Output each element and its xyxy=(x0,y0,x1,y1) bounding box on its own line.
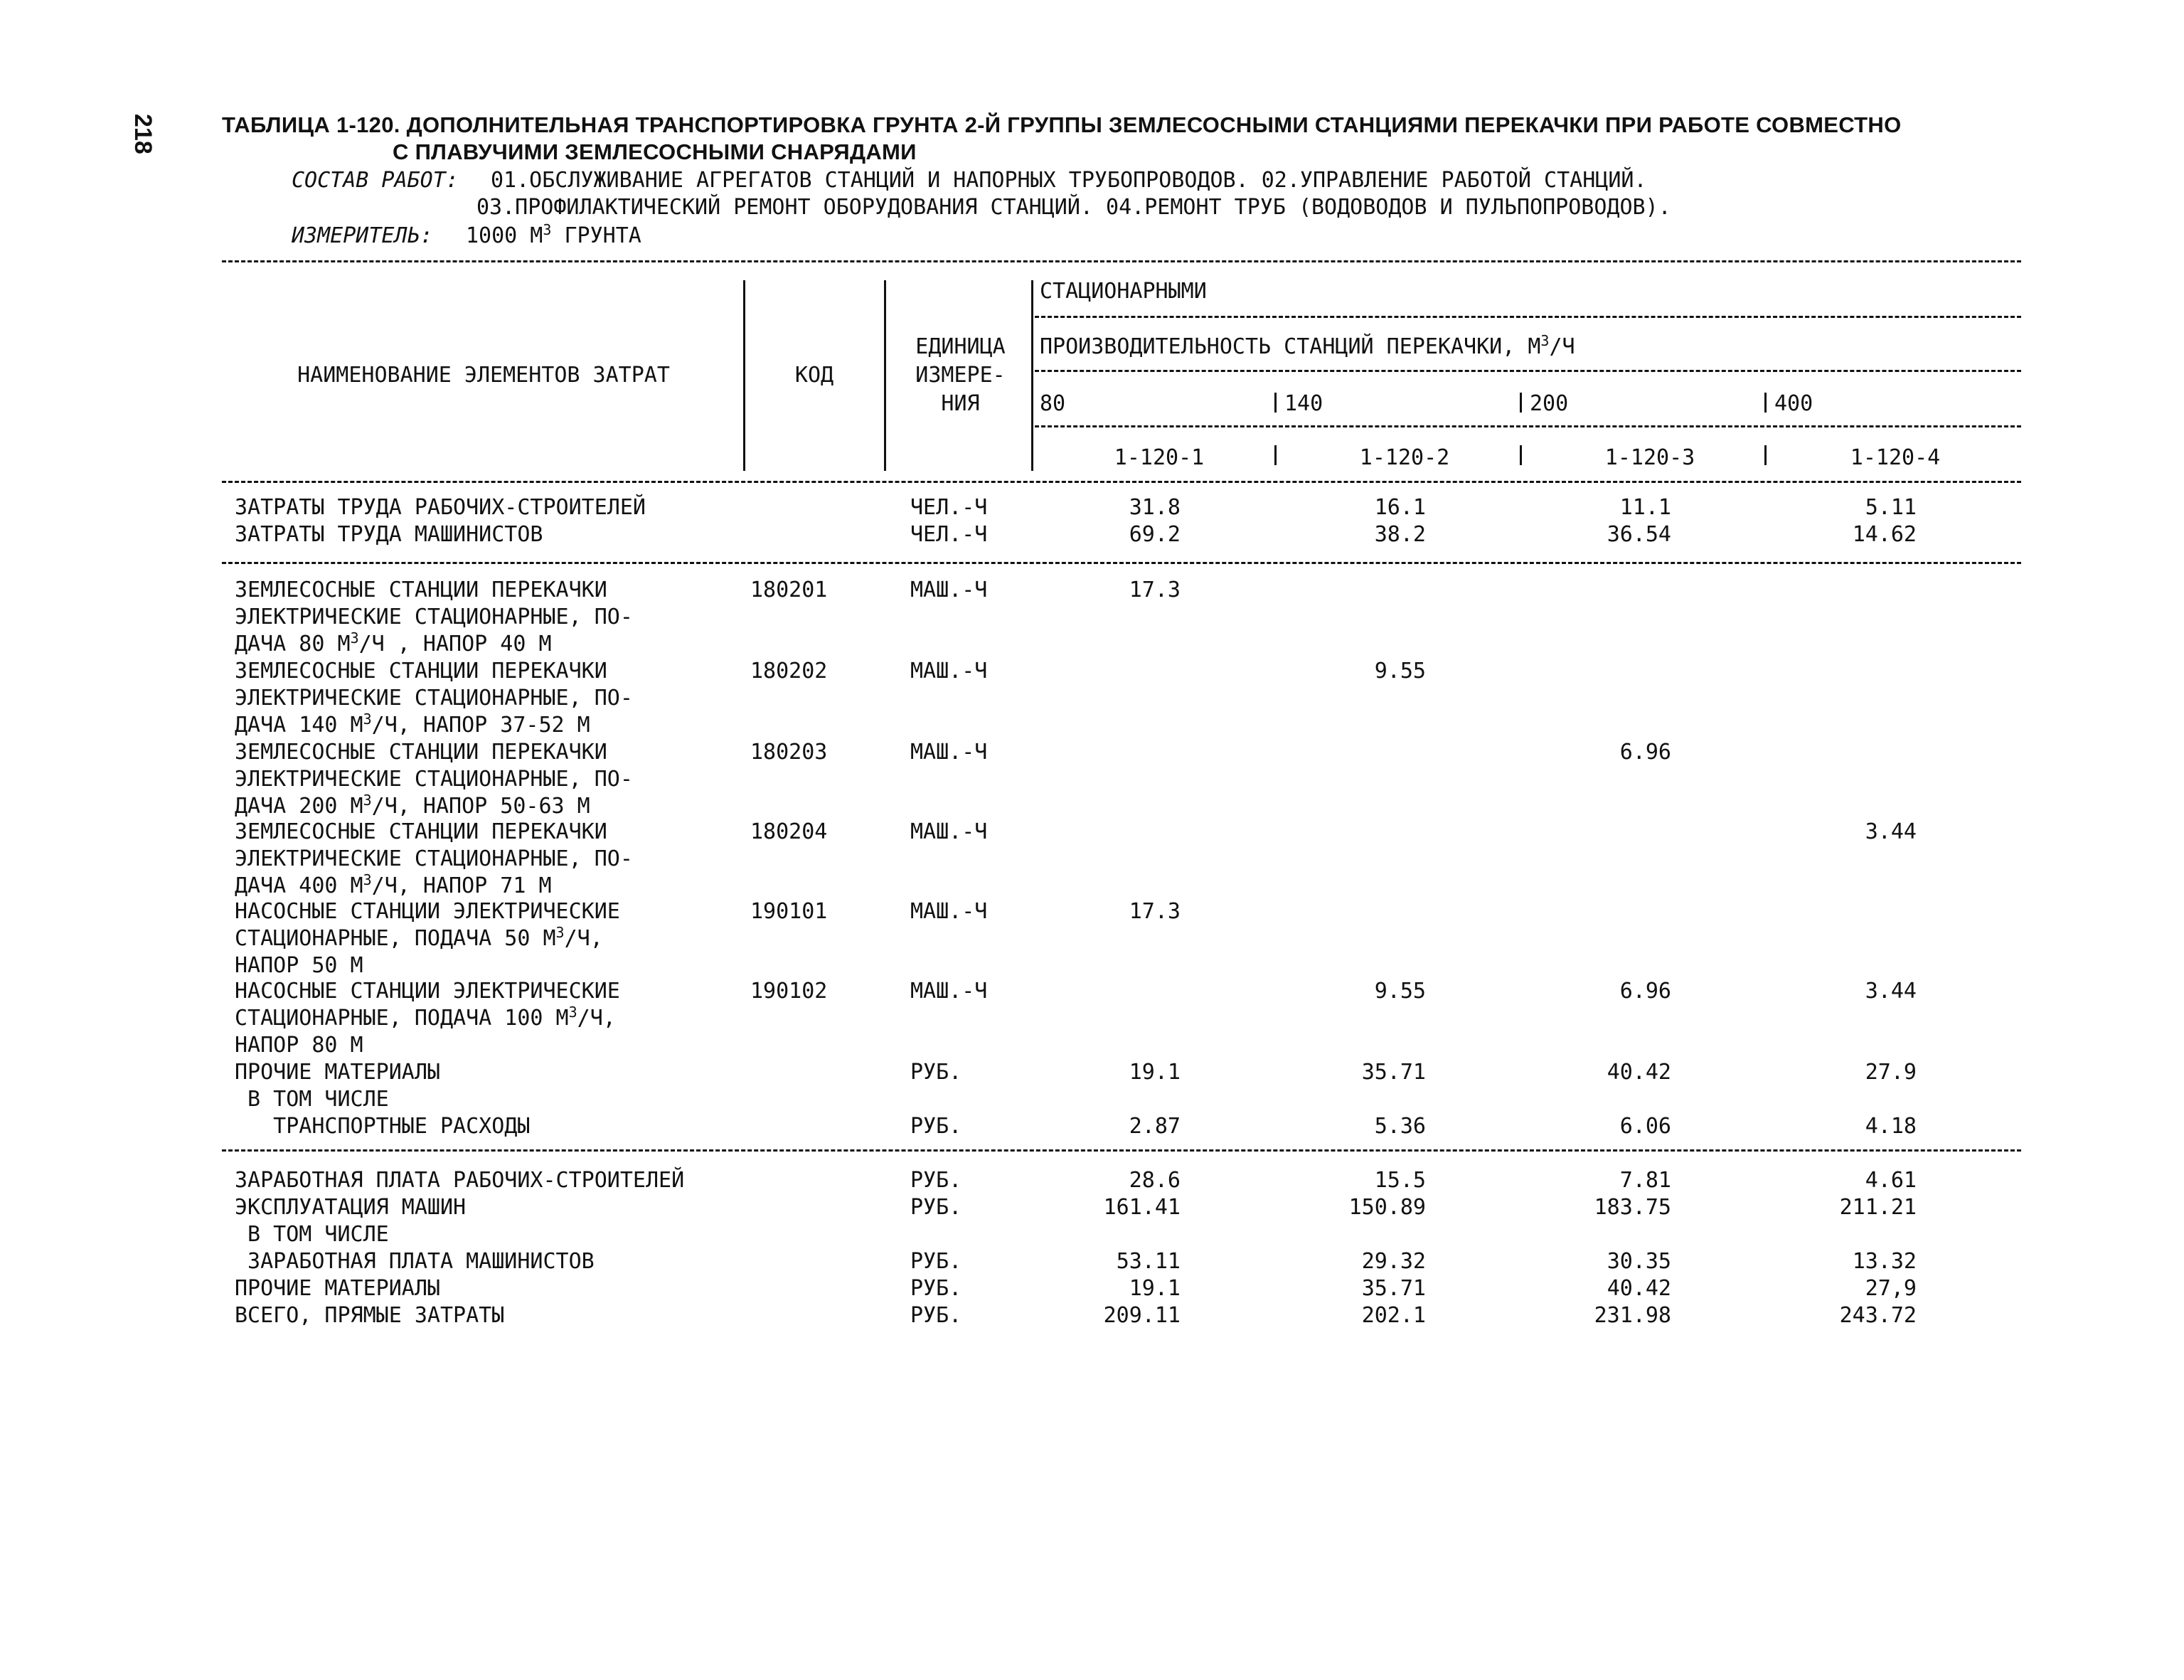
column-code: 1-120-4 xyxy=(1850,445,1941,470)
row-label: СТАЦИОНАРНЫЕ, ПОДАЧА 50 $М^3/Ч$, xyxy=(235,924,603,951)
rule-productivity xyxy=(1035,370,2021,372)
row-label: НАПОР 50 М xyxy=(235,953,363,978)
row-label: ДАЧА 140 $М^3/Ч$, НАПОР 37-52 М xyxy=(235,711,590,738)
row-label: ДАЧА 200 $М^3/Ч$, НАПОР 50-63 М xyxy=(235,792,590,819)
column-code: 1-120-3 xyxy=(1604,445,1695,470)
value-cell: 209.11 xyxy=(1103,1303,1181,1328)
header-separator xyxy=(1274,445,1277,465)
meter-label: ИЗМЕРИТЕЛЬ: xyxy=(292,223,433,248)
column-code: 1-120-2 xyxy=(1359,445,1450,470)
value-cell: 27,9 xyxy=(1865,1276,1917,1301)
header-separator xyxy=(743,280,745,471)
row-label: ЭЛЕКТРИЧЕСКИЕ СТАЦИОНАРНЫЕ, ПО- xyxy=(235,686,633,711)
value-cell: 19.1 xyxy=(1129,1276,1181,1301)
work-composition-line-1: 01.ОБСЛУЖИВАНИЕ АГРЕГАТОВ СТАНЦИЙ И НАПОРНЫХ ТРУБОПРОВОДОВ. 02.УПРАВЛЕНИЕ РАБОТОЙ СТАНЦИЙ. xyxy=(491,168,1647,193)
capacity-label: 140 xyxy=(1284,391,1323,416)
value-cell: 69.2 xyxy=(1129,522,1181,547)
row-code: 190101 xyxy=(750,899,828,924)
value-cell: 35.71 xyxy=(1361,1276,1426,1301)
row-label: ДАЧА 400 $М^3/Ч$, НАПОР 71 М xyxy=(235,871,552,898)
value-cell: 2.87 xyxy=(1129,1114,1181,1139)
row-label: СТАЦИОНАРНЫЕ, ПОДАЧА 100 $М^3/Ч$, xyxy=(235,1004,616,1031)
value-cell: 211.21 xyxy=(1839,1195,1917,1220)
row-label: ВСЕГО, ПРЯМЫЕ ЗАТРАТЫ xyxy=(235,1303,505,1328)
row-unit: МАШ.-Ч xyxy=(910,979,988,1004)
row-label: В ТОМ ЧИСЛЕ xyxy=(235,1222,389,1247)
value-cell: 17.3 xyxy=(1129,578,1181,602)
row-label: ЗЕМЛЕСОСНЫЕ СТАНЦИИ ПЕРЕКАЧКИ xyxy=(235,578,607,602)
header-unit-line-3: НИЯ xyxy=(941,391,980,416)
column-code: 1-120-1 xyxy=(1114,445,1205,470)
value-cell: 40.42 xyxy=(1607,1276,1671,1301)
row-label: ПРОЧИЕ МАТЕРИАЛЫ xyxy=(235,1276,440,1301)
value-cell: 53.11 xyxy=(1116,1249,1181,1274)
value-cell: 5.11 xyxy=(1865,495,1917,520)
work-composition-line-2: 03.ПРОФИЛАКТИЧЕСКИЙ РЕМОНТ ОБОРУДОВАНИЯ СТАНЦИЙ. 04.РЕМОНТ ТРУБ (ВОДОВОДОВ И ПУЛЬПОПРОВОДОВ). xyxy=(476,195,1671,220)
value-cell: 4.18 xyxy=(1865,1114,1917,1139)
work-composition-label: СОСТАВ РАБОТ: xyxy=(292,168,459,193)
header-separator xyxy=(1764,445,1767,465)
header-unit-line-1: ЕДИНИЦА xyxy=(915,334,1006,359)
row-label: НАСОСНЫЕ СТАНЦИИ ЭЛЕКТРИЧЕСКИЕ xyxy=(235,899,620,924)
rule-materials-bottom xyxy=(222,1149,2021,1152)
row-label: ЗЕМЛЕСОСНЫЕ СТАНЦИИ ПЕРЕКАЧКИ xyxy=(235,819,607,844)
rule-capacity xyxy=(1035,425,2021,427)
value-cell: 27.9 xyxy=(1865,1060,1917,1085)
row-unit: МАШ.-Ч xyxy=(910,899,988,924)
row-unit: ЧЕЛ.-Ч xyxy=(910,495,988,520)
row-label: ЗАРАБОТНАЯ ПЛАТА РАБОЧИХ-СТРОИТЕЛЕЙ xyxy=(235,1168,685,1193)
row-label: ЭЛЕКТРИЧЕСКИЕ СТАЦИОНАРНЫЕ, ПО- xyxy=(235,605,633,629)
capacity-label: 200 xyxy=(1530,391,1569,416)
value-cell: 3.44 xyxy=(1865,819,1917,844)
value-cell: 38.2 xyxy=(1374,522,1426,547)
row-code: 180202 xyxy=(750,659,828,684)
header-code-column: КОД xyxy=(794,363,834,388)
row-unit: РУБ. xyxy=(910,1060,962,1085)
row-label: ДАЧА 80 $М^3/Ч$ , НАПОР 40 М xyxy=(235,629,552,656)
capacity-label: 400 xyxy=(1774,391,1813,416)
row-code: 180203 xyxy=(750,740,828,765)
row-unit: МАШ.-Ч xyxy=(910,578,988,602)
value-cell: 16.1 xyxy=(1374,495,1426,520)
header-separator xyxy=(1764,393,1767,413)
row-code: 190102 xyxy=(750,979,828,1004)
row-unit: РУБ. xyxy=(910,1249,962,1274)
row-label: ЗАРАБОТНАЯ ПЛАТА МАШИНИСТОВ xyxy=(235,1249,595,1274)
row-unit: РУБ. xyxy=(910,1114,962,1139)
rule-header-bottom xyxy=(222,481,2021,483)
value-cell: 6.96 xyxy=(1619,979,1671,1004)
row-label: ТРАНСПОРТНЫЕ РАСХОДЫ xyxy=(235,1114,531,1139)
value-cell: 231.98 xyxy=(1594,1303,1671,1328)
header-name-column: НАИМЕНОВАНИЕ ЭЛЕМЕНТОВ ЗАТРАТ xyxy=(297,363,670,388)
row-code: 180201 xyxy=(750,578,828,602)
row-label: НАПОР 80 М xyxy=(235,1033,363,1058)
row-label: ЭЛЕКТРИЧЕСКИЕ СТАЦИОНАРНЫЕ, ПО- xyxy=(235,767,633,792)
header-separator xyxy=(1520,393,1522,413)
value-cell: 150.89 xyxy=(1348,1195,1426,1220)
capacity-label: 80 xyxy=(1040,391,1066,416)
value-cell: 6.06 xyxy=(1619,1114,1671,1139)
header-productivity: ПРОИЗВОДИТЕЛЬНОСТЬ СТАНЦИЙ ПЕРЕКАЧКИ, $М^3/Ч$ xyxy=(1040,332,1575,359)
table-title-continued: С ПЛАВУЧИМИ ЗЕМЛЕСОСНЫМИ СНАРЯДАМИ xyxy=(393,139,917,164)
row-unit: ЧЕЛ.-Ч xyxy=(910,522,988,547)
value-cell: 40.42 xyxy=(1607,1060,1671,1085)
row-label: ПРОЧИЕ МАТЕРИАЛЫ xyxy=(235,1060,440,1085)
table-title: ТАБЛИЦА 1-120. ДОПОЛНИТЕЛЬНАЯ ТРАНСПОРТИРОВКА ГРУНТА 2-Й ГРУППЫ ЗЕМЛЕСОСНЫМИ СТАНЦИЯМИ ПЕРЕКАЧКИ ПРИ РАБОТЕ СОВМЕСТНО xyxy=(222,112,1902,137)
value-cell: 243.72 xyxy=(1839,1303,1917,1328)
header-separator xyxy=(884,280,886,471)
value-cell: 29.32 xyxy=(1361,1249,1426,1274)
value-cell: 14.62 xyxy=(1852,522,1917,547)
value-cell: 15.5 xyxy=(1374,1168,1426,1193)
row-unit: РУБ. xyxy=(910,1195,962,1220)
row-label: ЭЛЕКТРИЧЕСКИЕ СТАЦИОНАРНЫЕ, ПО- xyxy=(235,846,633,871)
row-label: В ТОМ ЧИСЛЕ xyxy=(235,1087,389,1112)
rule-labor-bottom xyxy=(222,562,2021,564)
header-group: СТАЦИОНАРНЫМИ xyxy=(1040,279,1207,304)
header-separator xyxy=(1274,393,1277,413)
value-cell: 4.61 xyxy=(1865,1168,1917,1193)
value-cell: 6.96 xyxy=(1619,740,1671,765)
value-cell: 13.32 xyxy=(1852,1249,1917,1274)
row-label: ЗАТРАТЫ ТРУДА РАБОЧИХ-СТРОИТЕЛЕЙ xyxy=(235,495,646,520)
row-unit: МАШ.-Ч xyxy=(910,819,988,844)
value-cell: 19.1 xyxy=(1129,1060,1181,1085)
value-cell: 9.55 xyxy=(1374,979,1426,1004)
row-unit: РУБ. xyxy=(910,1276,962,1301)
row-label: ЗАТРАТЫ ТРУДА МАШИНИСТОВ xyxy=(235,522,543,547)
row-label: ЭКСПЛУАТАЦИЯ МАШИН xyxy=(235,1195,467,1220)
row-label: ЗЕМЛЕСОСНЫЕ СТАНЦИИ ПЕРЕКАЧКИ xyxy=(235,740,607,765)
header-separator xyxy=(1520,445,1522,465)
value-cell: 183.75 xyxy=(1594,1195,1671,1220)
value-cell: 7.81 xyxy=(1619,1168,1671,1193)
meter-value: 1000 $М^3$ ГРУНТА xyxy=(466,221,641,248)
header-unit-line-2: ИЗМЕРЕ- xyxy=(915,363,1006,388)
value-cell: 36.54 xyxy=(1607,522,1671,547)
row-unit: МАШ.-Ч xyxy=(910,740,988,765)
value-cell: 17.3 xyxy=(1129,899,1181,924)
value-cell: 11.1 xyxy=(1619,495,1671,520)
row-label: ЗЕМЛЕСОСНЫЕ СТАНЦИИ ПЕРЕКАЧКИ xyxy=(235,659,607,684)
value-cell: 9.55 xyxy=(1374,659,1426,684)
value-cell: 28.6 xyxy=(1129,1168,1181,1193)
page-number: 218 xyxy=(129,114,156,154)
value-cell: 5.36 xyxy=(1374,1114,1426,1139)
value-cell: 31.8 xyxy=(1129,495,1181,520)
row-unit: РУБ. xyxy=(910,1303,962,1328)
row-label: НАСОСНЫЕ СТАНЦИИ ЭЛЕКТРИЧЕСКИЕ xyxy=(235,979,620,1004)
value-cell: 161.41 xyxy=(1103,1195,1181,1220)
value-cell: 202.1 xyxy=(1361,1303,1426,1328)
value-cell: 30.35 xyxy=(1607,1249,1671,1274)
rule-top xyxy=(222,260,2021,262)
row-unit: РУБ. xyxy=(910,1168,962,1193)
header-separator xyxy=(1031,280,1033,471)
value-cell: 3.44 xyxy=(1865,979,1917,1004)
row-code: 180204 xyxy=(750,819,828,844)
value-cell: 35.71 xyxy=(1361,1060,1426,1085)
rule-group xyxy=(1035,316,2021,318)
row-unit: МАШ.-Ч xyxy=(910,659,988,684)
